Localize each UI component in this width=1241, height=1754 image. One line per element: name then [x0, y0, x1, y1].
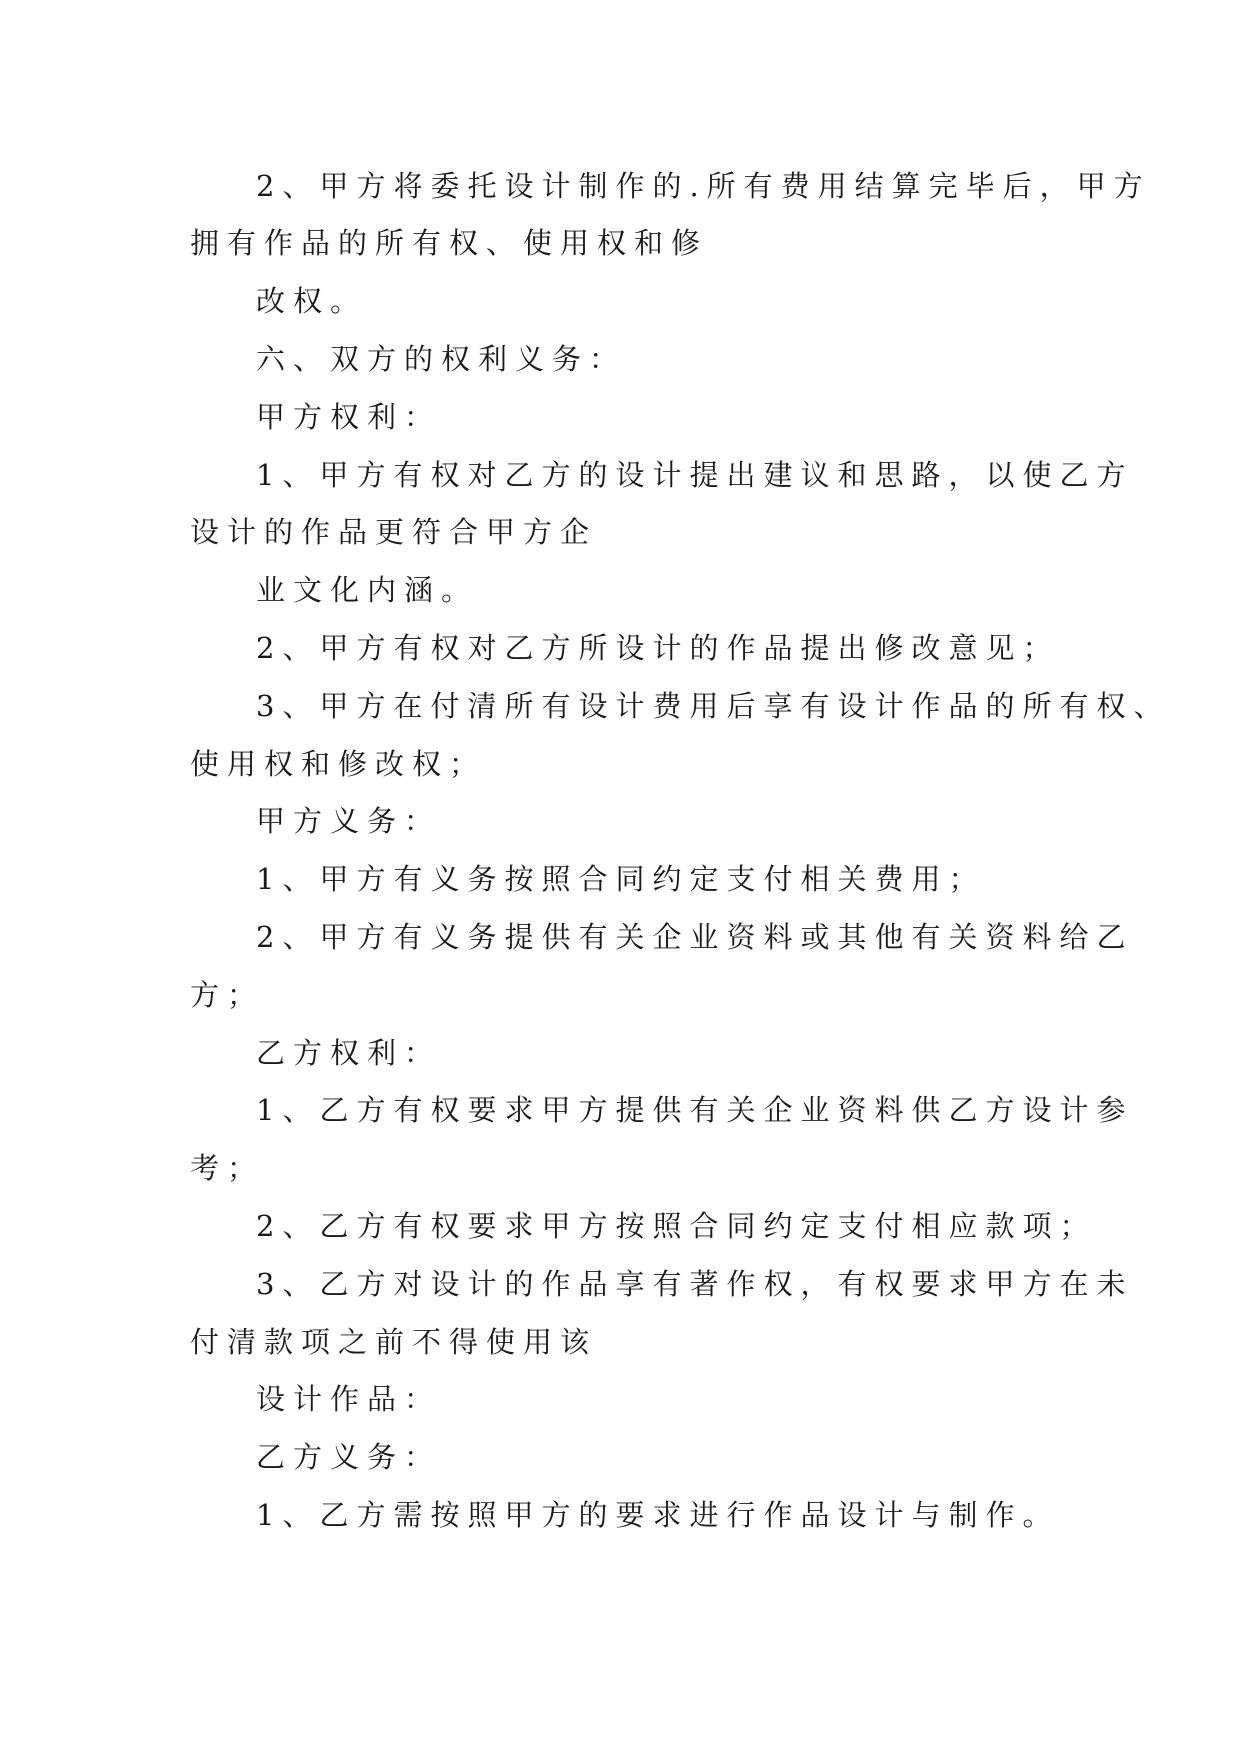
paragraph-line: 2、甲方有权对乙方所设计的作品提出修改意见； [256, 631, 1060, 665]
paragraph-line: 改权。 [256, 284, 368, 318]
paragraph-line: 1、乙方有权要求甲方提供有关企业资料供乙方设计参 [256, 1093, 1134, 1127]
paragraph-line: 业文化内涵。 [256, 573, 479, 607]
paragraph-line: 2、甲方有义务提供有关企业资料或其他有关资料给乙 [256, 920, 1134, 954]
subsection-heading: 甲方义务： [256, 804, 442, 838]
paragraph-line: 2、甲方将委托设计制作的.所有费用结算完毕后，甲方 [256, 169, 1151, 203]
paragraph-line: 1、甲方有义务按照合同约定支付相关费用； [256, 862, 986, 896]
paragraph-line: 方； [190, 978, 265, 1012]
paragraph-line: 1、乙方需按照甲方的要求进行作品设计与制作。 [256, 1498, 1060, 1532]
paragraph-line: 2、乙方有权要求甲方按照合同约定支付相应款项； [256, 1209, 1097, 1243]
subsection-heading: 乙方义务： [256, 1440, 442, 1474]
paragraph-line: 考； [190, 1151, 265, 1185]
subsection-heading: 甲方权利： [256, 400, 442, 434]
paragraph-line: 拥有作品的所有权、使用权和修 [190, 226, 709, 260]
paragraph-line: 1、甲方有权对乙方的设计提出建议和思路，以使乙方 [256, 458, 1134, 492]
section-heading: 六、双方的权利义务： [256, 342, 627, 376]
paragraph-line: 3、甲方在付清所有设计费用后享有设计作品的所有权、 [256, 689, 1171, 723]
paragraph-line: 设计作品： [256, 1382, 442, 1416]
subsection-heading: 乙方权利： [256, 1036, 442, 1070]
paragraph-line: 使用权和修改权； [190, 747, 487, 781]
paragraph-line: 付清款项之前不得使用该 [190, 1325, 598, 1359]
paragraph-line: 设计的作品更符合甲方企 [190, 515, 598, 549]
paragraph-line: 3、乙方对设计的作品享有著作权，有权要求甲方在未 [256, 1267, 1134, 1301]
